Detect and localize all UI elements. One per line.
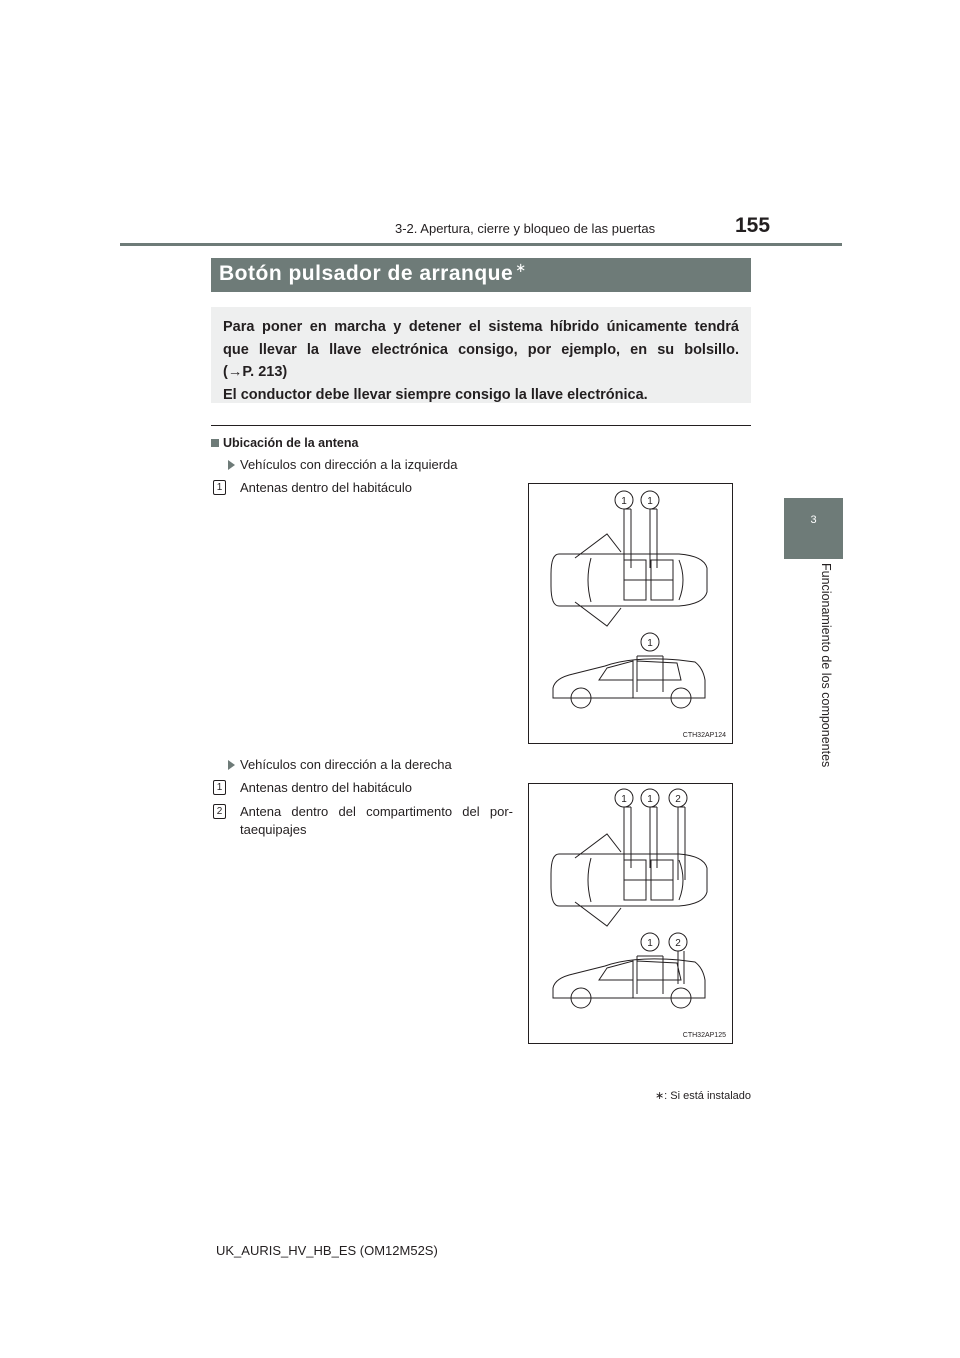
subsection-heading-text: Ubicación de la antena	[223, 436, 359, 450]
figure-antenna-lhd	[528, 483, 733, 744]
section-title	[219, 262, 527, 286]
running-header-section: 3-2. Apertura, cierre y bloqueo de las puertas	[395, 221, 656, 236]
section-title-text: Botón pulsador de arranque	[219, 262, 514, 285]
optional-marker-asterisk: ∗	[515, 260, 527, 275]
intro-line-3-page-ref: (→P. 213)	[223, 364, 288, 380]
chapter-side-label-text: Funcionamiento de los componentes	[819, 563, 833, 768]
figure-code: CTH32AP125	[682, 1032, 726, 1039]
legend-number-badge: 1	[213, 780, 226, 795]
legend-item-text: Antenas dentro del habitáculo	[240, 780, 413, 795]
legend-number-badge: 2	[213, 804, 226, 819]
legend-item-text-line-1: Antena dentro del compartimento del por-	[240, 804, 513, 819]
variant-rhd-label-text: Vehículos con dirección a la derecha	[240, 757, 452, 772]
figure-code: CTH32AP124	[682, 732, 726, 739]
intro-summary-box	[211, 307, 751, 403]
callout-1: 1	[621, 496, 627, 507]
intro-line-1: Para poner en marcha y detener el sistema híbrido únicamente tendrá	[223, 319, 739, 335]
callout-1: 1	[647, 794, 653, 805]
legend-item	[213, 803, 513, 839]
callout-1: 1	[647, 638, 653, 649]
footnote-asterisk: ∗	[654, 1090, 665, 1102]
legend-item-text-line-2: taequipajes	[240, 822, 307, 837]
triangle-bullet-icon	[228, 760, 235, 770]
footnote	[620, 1089, 751, 1102]
legend-number-badge: 1	[213, 480, 226, 495]
variant-lhd-label	[228, 457, 458, 472]
figure-antenna-rhd	[528, 783, 733, 1044]
footnote-text: : Si está instalado	[664, 1090, 751, 1102]
square-bullet-icon	[211, 439, 219, 447]
subsection-heading	[211, 436, 358, 450]
callout-1: 1	[647, 938, 653, 949]
footer-model-code: UK_AURIS_HV_HB_ES (OM12M52S)	[216, 1243, 438, 1258]
variant-rhd-label	[228, 757, 452, 772]
header-rule	[120, 243, 842, 246]
chapter-tab	[784, 498, 843, 559]
callout-1: 1	[647, 496, 653, 507]
chapter-number: 3	[810, 514, 817, 526]
car-antenna-diagram-rhd	[529, 784, 734, 1045]
intro-line-2: que llevar la llave electrónica consigo, por ejemplo, en su bolsillo.	[223, 341, 739, 358]
section-title-bar	[211, 258, 751, 292]
callout-1: 1	[621, 794, 627, 805]
intro-line-4: El conductor debe llevar siempre consigo la llave electrónica.	[223, 386, 648, 403]
page-number: 155	[735, 214, 771, 237]
legend-item-text: Antenas dentro del habitáculo	[240, 480, 413, 495]
callout-2: 2	[675, 794, 681, 805]
legend-item	[213, 479, 513, 497]
car-antenna-diagram-lhd	[529, 484, 734, 745]
legend-item	[213, 779, 513, 797]
triangle-bullet-icon	[228, 460, 235, 470]
callout-2: 2	[675, 938, 681, 949]
section-divider	[211, 425, 751, 426]
chapter-side-label	[813, 563, 833, 779]
variant-lhd-label-text: Vehículos con dirección a la izquierda	[240, 457, 458, 472]
